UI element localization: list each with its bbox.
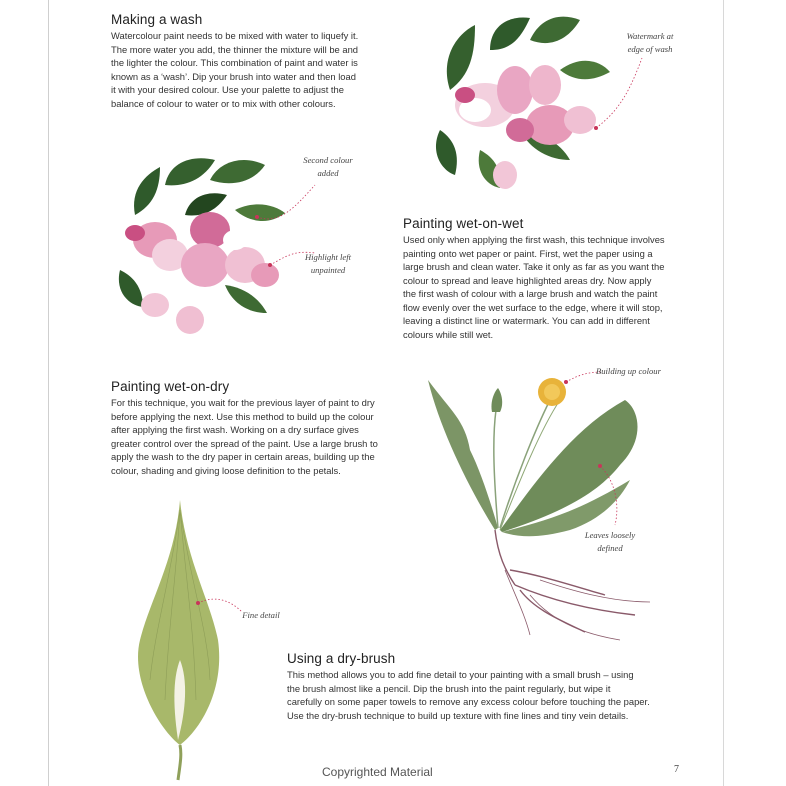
leader-dot-leaves-loosely bbox=[598, 464, 602, 468]
caption-highlight: Highlight left unpainted bbox=[304, 252, 352, 275]
caption-second-colour: Second colour added bbox=[303, 155, 353, 178]
heading-wet-on-wet: Painting wet-on-wet bbox=[403, 216, 524, 231]
copyright-notice: Copyrighted Material bbox=[322, 765, 433, 779]
arum-stalk bbox=[178, 745, 181, 780]
section-making-a-wash bbox=[111, 12, 401, 110]
heading-making-a-wash: Making a wash bbox=[111, 12, 203, 27]
caption-watermark: Watermark at edge of wash bbox=[626, 31, 674, 54]
section-wet-on-dry bbox=[111, 379, 411, 477]
page-right-edge bbox=[723, 0, 724, 786]
paragraph-wet-on-wet: Used only when applying the first wash, this technique involves painting onto wet paper or paint. First, wet the paper using a large brush and clean water. Take it only as far as you want the colour to spread and leave highlighted areas dry. Now apply the first wash of colour with a large brush and watch the paint flow evenly over the wet surface to the edge, where it will stop, leaving a distinct line or watermark. You can add in different colours while still wet. bbox=[403, 234, 665, 340]
dandelion-flower bbox=[538, 378, 566, 406]
arum-leaf-illustration bbox=[130, 500, 280, 780]
leader-dot-second-colour bbox=[255, 215, 259, 219]
dandelion-leaves bbox=[428, 380, 638, 536]
caption-leaves-loosely: Leaves loosely defined bbox=[584, 530, 636, 553]
page-left-edge bbox=[48, 0, 49, 786]
section-dry-brush bbox=[287, 651, 707, 722]
dandelion-illustration bbox=[420, 370, 670, 645]
paragraph-making-a-wash: Watercolour paint needs to be mixed with water to liquefy it. The more water you add, the thinner the mixture will be and the lighter the colour. This combination of paint and water is known as a ‘wash’. Dip your brush into water and then load it with your desired colour. Use your palette to adjust the balance of colour to water or to mix with other colours. bbox=[111, 30, 359, 109]
leader-dot-building-up bbox=[564, 380, 568, 384]
leader-dot-fine-detail bbox=[196, 601, 200, 605]
apple-blossom-illustration-top bbox=[420, 10, 620, 200]
paragraph-wet-on-dry: For this technique, you wait for the previous layer of paint to dry before applying the next. Use this method to build up the colour after applying the first wash. Working on a dry surface gives greater control over the spread of the paint. Use a large brush to apply the wash to the dry paper in certain areas, building up the colour, shading and giving loose definition to the petals. bbox=[111, 397, 378, 476]
apple-blossom-illustration-left bbox=[115, 155, 295, 345]
heading-wet-on-dry: Painting wet-on-dry bbox=[111, 379, 230, 394]
heading-dry-brush: Using a dry-brush bbox=[287, 651, 396, 666]
caption-fine-detail: Fine detail bbox=[242, 610, 280, 620]
page-number: 7 bbox=[674, 764, 679, 775]
section-wet-on-wet bbox=[403, 216, 703, 341]
paragraph-dry-brush: This method allows you to add fine detail to your painting with a small brush – using the brush almost like a pencil. Dip the brush into the paint regularly, but wipe it carefully on some paper towels to remove any excess colour before touching the paper. Use the dry-brush technique to build up texture with fine lines and tiny vein details. bbox=[287, 669, 650, 721]
blossom-left-petals bbox=[125, 212, 279, 334]
leader-dot-watermark bbox=[594, 126, 598, 130]
leader-dot-highlight bbox=[268, 263, 272, 267]
caption-building-up-colour: Building up colour bbox=[596, 366, 661, 376]
dandelion-bud bbox=[491, 388, 502, 412]
blossom-petals bbox=[455, 65, 596, 189]
